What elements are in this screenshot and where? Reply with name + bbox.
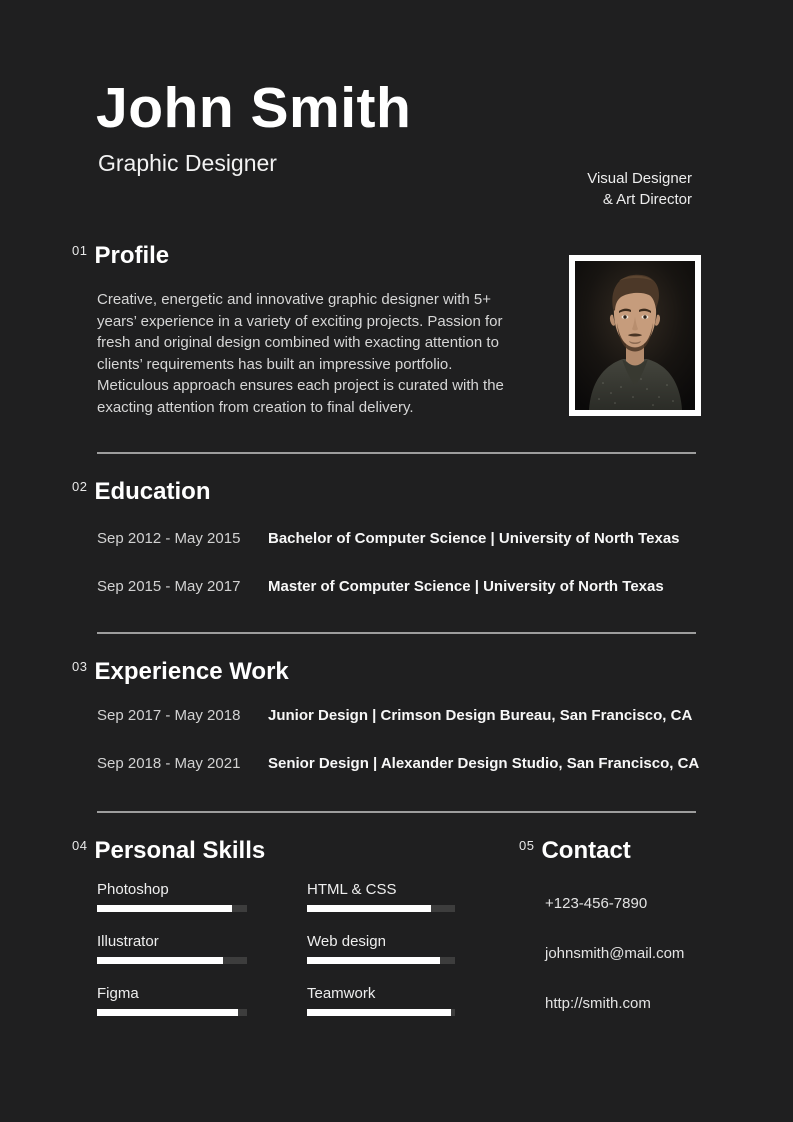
education-dates: Sep 2012 - May 2015 [97, 530, 241, 547]
skill-bar-fill [307, 1009, 451, 1016]
skill-label: Photoshop [97, 881, 169, 898]
skill-item [307, 933, 455, 964]
education-dates: Sep 2015 - May 2017 [97, 578, 241, 595]
section-number: 03 [72, 659, 88, 674]
person-tagline [587, 168, 692, 210]
education-item [97, 530, 717, 548]
experience-item [97, 755, 717, 773]
section-divider [97, 632, 696, 634]
skill-bar-fill [307, 957, 440, 964]
profile-line: years’ experience in a variety of exciting projects. Passion for [97, 312, 503, 330]
experience-dates: Sep 2017 - May 2018 [97, 707, 241, 724]
profile-section-heading [72, 242, 169, 270]
section-title-skills: Personal Skills [94, 837, 266, 864]
contact-website: http://smith.com [545, 995, 651, 1012]
experience-list [97, 707, 717, 803]
section-divider [97, 452, 696, 454]
tagline-line-1: Visual Designer [587, 170, 692, 187]
skill-item [97, 985, 247, 1016]
education-detail: Bachelor of Computer Science | University of North Texas [268, 530, 680, 547]
skill-label: Web design [307, 933, 386, 950]
skill-label: Figma [97, 985, 139, 1002]
skill-bar-fill [97, 905, 232, 912]
skill-item [97, 881, 247, 912]
person-name: John Smith [96, 76, 412, 140]
section-number: 01 [72, 243, 88, 258]
experience-detail: Senior Design | Alexander Design Studio, San Francisco, CA [268, 755, 700, 772]
profile-line: Creative, energetic and innovative graphic designer with 5+ [97, 291, 491, 308]
contact-list [545, 895, 684, 1045]
profile-line: clients’ requirements has built an impressive portfolio. [97, 355, 453, 373]
skill-bar-track [97, 1009, 247, 1016]
skill-label: Illustrator [97, 933, 159, 950]
person-job-title: Graphic Designer [98, 150, 277, 176]
skill-label: HTML & CSS [307, 881, 397, 898]
section-title-experience: Experience Work [94, 658, 289, 685]
skill-label: Teamwork [307, 985, 376, 1002]
section-title-contact: Contact [541, 837, 631, 864]
portrait-illustration [575, 261, 695, 410]
skill-bar-fill [97, 1009, 238, 1016]
skill-bar-track [307, 905, 455, 912]
experience-detail: Junior Design | Crimson Design Bureau, San Francisco, CA [268, 707, 693, 724]
skill-bar-fill [97, 957, 223, 964]
skills-section-heading [72, 837, 265, 865]
skill-item [307, 985, 455, 1016]
section-title-profile: Profile [94, 242, 170, 269]
section-divider [97, 811, 696, 813]
experience-section-heading [72, 658, 289, 686]
section-title-education: Education [94, 478, 211, 505]
skills-grid [97, 881, 455, 1016]
skill-bar-track [97, 905, 247, 912]
skill-bar-track [307, 957, 455, 964]
profile-line: exacting attention from creation to final delivery. [97, 398, 414, 416]
education-item [97, 578, 717, 596]
profile-photo [569, 255, 701, 416]
section-number: 02 [72, 479, 88, 494]
profile-line: Meticulous approach ensures each project is curated with the [97, 377, 504, 394]
profile-summary [97, 289, 567, 418]
education-section-heading [72, 478, 210, 506]
experience-item [97, 707, 717, 725]
skill-bar-fill [307, 905, 431, 912]
experience-dates: Sep 2018 - May 2021 [97, 755, 241, 772]
skill-item [97, 933, 247, 964]
tagline-line-2: & Art Director [602, 191, 692, 208]
skill-bar-track [307, 1009, 455, 1016]
contact-phone: +123-456-7890 [545, 895, 648, 912]
education-list [97, 530, 717, 626]
education-detail: Master of Computer Science | University of North Texas [268, 578, 664, 595]
section-number: 04 [72, 838, 88, 853]
contact-email: johnsmith@mail.com [545, 945, 685, 962]
skill-item [307, 881, 455, 912]
contact-section-heading [519, 837, 631, 865]
skill-bar-track [97, 957, 247, 964]
profile-line: fresh and original design combined with exacting attention to [97, 334, 499, 351]
section-number: 05 [519, 838, 535, 853]
